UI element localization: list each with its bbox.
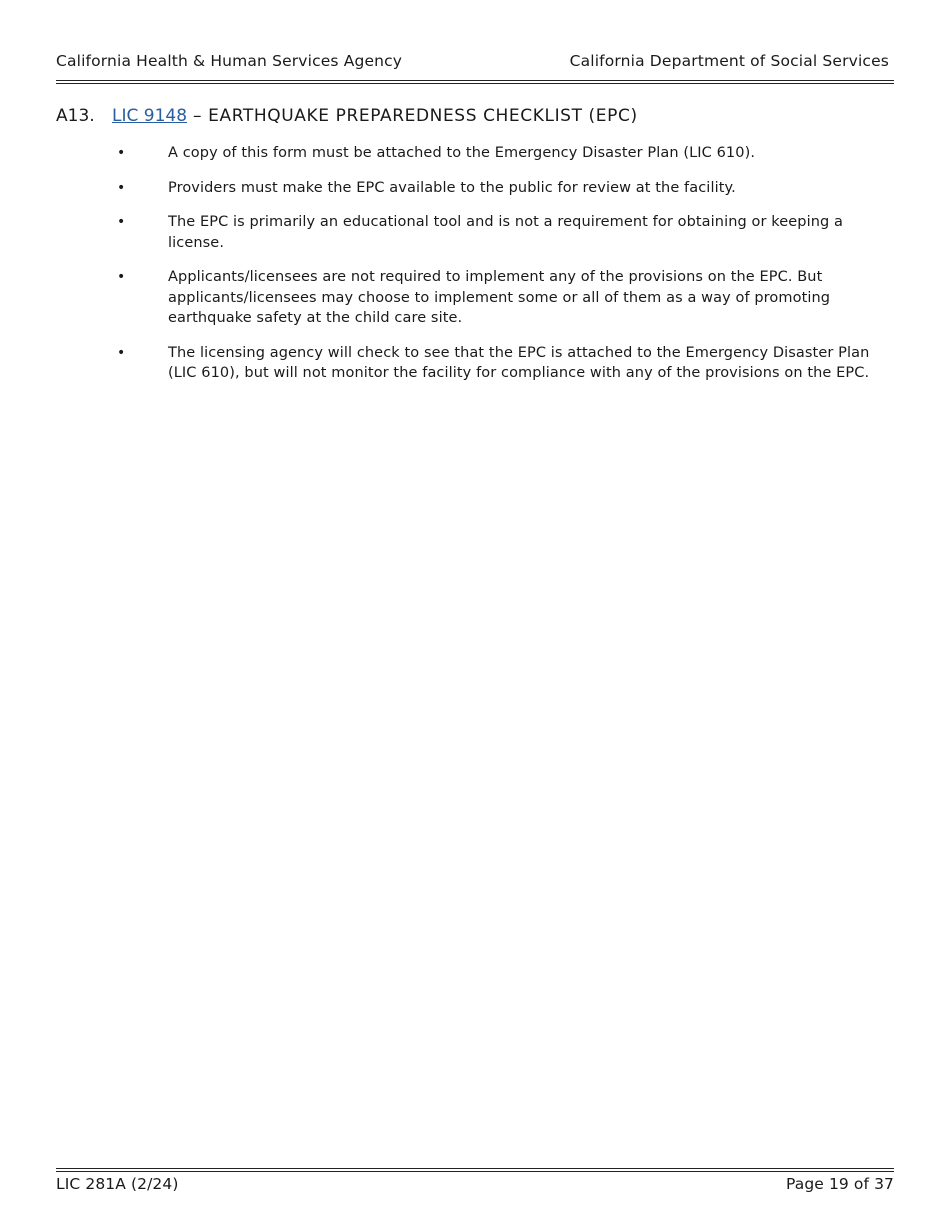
list-item-text: The licensing agency will check to see that the EPC is attached to the Emergency Disaster Plan (LIC 610), but will not monitor the facility for compliance with any of the provisions on the EPC. <box>168 344 870 381</box>
header-rule-top <box>56 80 894 81</box>
bullet-icon: • <box>117 145 126 161</box>
section-heading <box>56 106 638 126</box>
section-title: – EARTHQUAKE PREPAREDNESS CHECKLIST (EPC) <box>187 106 638 126</box>
bullet-list <box>0 143 950 398</box>
list-item-text: A copy of this form must be attached to the Emergency Disaster Plan (LIC 610). <box>168 145 756 161</box>
bullet-icon: • <box>117 179 126 196</box>
list-item <box>0 343 950 384</box>
bullet-icon: • <box>117 344 126 361</box>
agency-name: California Health & Human Services Agency <box>56 52 403 70</box>
footer-rule-bottom <box>56 1171 894 1172</box>
footer-rule-top <box>56 1168 894 1169</box>
page-header <box>56 52 894 74</box>
list-item <box>0 267 950 329</box>
list-item <box>0 178 950 199</box>
page-footer <box>56 1175 894 1195</box>
list-item <box>0 143 950 164</box>
bullet-icon: • <box>117 269 126 285</box>
list-item-text: Providers must make the EPC available to the public for review at the facility. <box>168 179 736 196</box>
list-item-text: Applicants/licensees are not required to implement any of the provisions on the EPC. But applicants/licensees may choose to implement some or all of them as a way of promoting earthquake safety at the child care site. <box>168 269 831 326</box>
form-code: LIC 281A (2/24) <box>56 1175 179 1193</box>
header-rule-bottom <box>56 83 894 84</box>
bullet-icon: • <box>117 214 126 230</box>
form-link-lic-9148[interactable]: LIC 9148 <box>112 106 188 126</box>
department-name: California Department of Social Services <box>569 52 889 70</box>
page-number: Page 19 of 37 <box>786 1175 894 1193</box>
list-item-text: The EPC is primarily an educational tool and is not a requirement for obtaining or keeping a license. <box>168 214 843 251</box>
list-item <box>0 212 950 253</box>
section-number: A13. <box>56 106 95 126</box>
